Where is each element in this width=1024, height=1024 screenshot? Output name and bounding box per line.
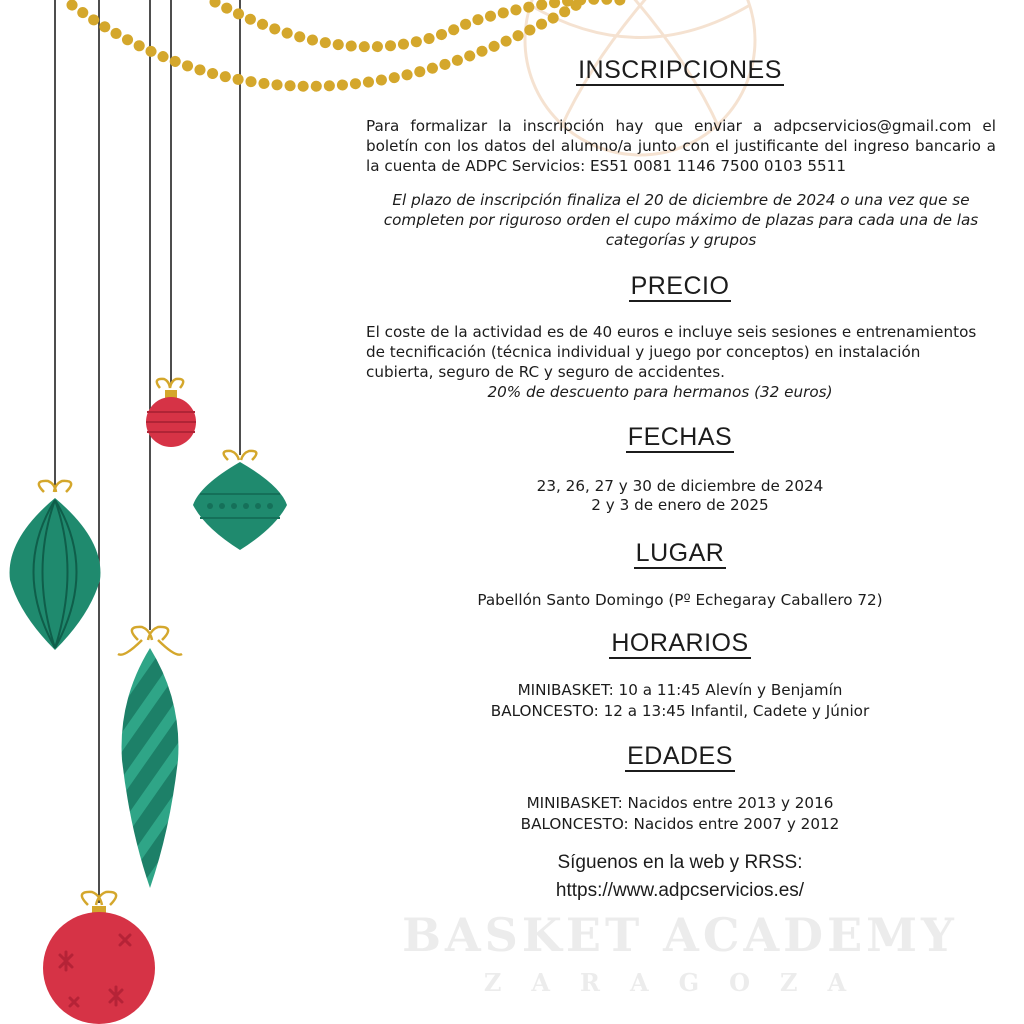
edades-heading: EDADES	[627, 742, 733, 770]
watermark-title: BASKET ACADEMY	[402, 908, 958, 962]
horarios-line-1: MINIBASKET: 10 a 11:45 Alevín y Benjamín	[517, 681, 843, 699]
follow-text: Síguenos en la web y RRSS:	[557, 852, 803, 873]
fechas-line-2: 2 y 3 de enero de 2025	[591, 496, 769, 514]
lugar-heading: LUGAR	[635, 539, 725, 567]
lugar-text: Pabellón Santo Domingo (Pº Echegaray Caballero 72)	[477, 591, 883, 609]
inscripciones-body: Para formalizar la inscripción hay que enviar a adpcservicios@gmail.com el boletín con los datos del alumno/a junto con el justificante del ingreso bancario a la cuenta de ADPC Servicios: ES51 0081 1146 7500 0103 5511	[366, 117, 996, 175]
edades-line-2: BALONCESTO: Nacidos entre 2007 y 2012	[520, 815, 840, 833]
precio-discount: 20% de descuento para hermanos (32 euros)	[487, 383, 833, 401]
fechas-heading: FECHAS	[627, 423, 733, 451]
website-link[interactable]: https://www.adpcservicios.es/	[555, 880, 805, 901]
precio-heading: PRECIO	[630, 272, 730, 300]
edades-line-1: MINIBASKET: Nacidos entre 2013 y 2016	[526, 794, 834, 812]
red-ball-ornament-icon	[146, 379, 196, 447]
green-onion-ornament-icon	[193, 451, 287, 550]
watermark-subtitle: ZARAGOZA	[483, 968, 877, 997]
striped-drop-ornament-icon	[118, 627, 182, 888]
fechas-line-1: 23, 26, 27 y 30 de diciembre de 2024	[536, 477, 824, 495]
inscripciones-note: El plazo de inscripción finaliza el 20 de diciembre de 2024 o una vez que se completen por riguroso orden el cupo máximo de plazas para cada una de las categorías y grupos	[383, 191, 979, 249]
red-snowflake-ball-ornament-icon	[43, 892, 155, 1024]
horarios-line-2: BALONCESTO: 12 a 13:45 Infantil, Cadete y Júnior	[490, 702, 870, 720]
horarios-heading: HORARIOS	[611, 629, 749, 657]
inscripciones-heading: INSCRIPCIONES	[578, 56, 782, 84]
precio-body: El coste de la actividad es de 40 euros e incluye seis sesiones e entrenamientos de tecnificación (técnica individual y juego por conceptos) en instalación cubierta, seguro de RC y seguro de accidentes.	[366, 323, 977, 381]
green-teardrop-ornament-icon	[10, 481, 101, 650]
